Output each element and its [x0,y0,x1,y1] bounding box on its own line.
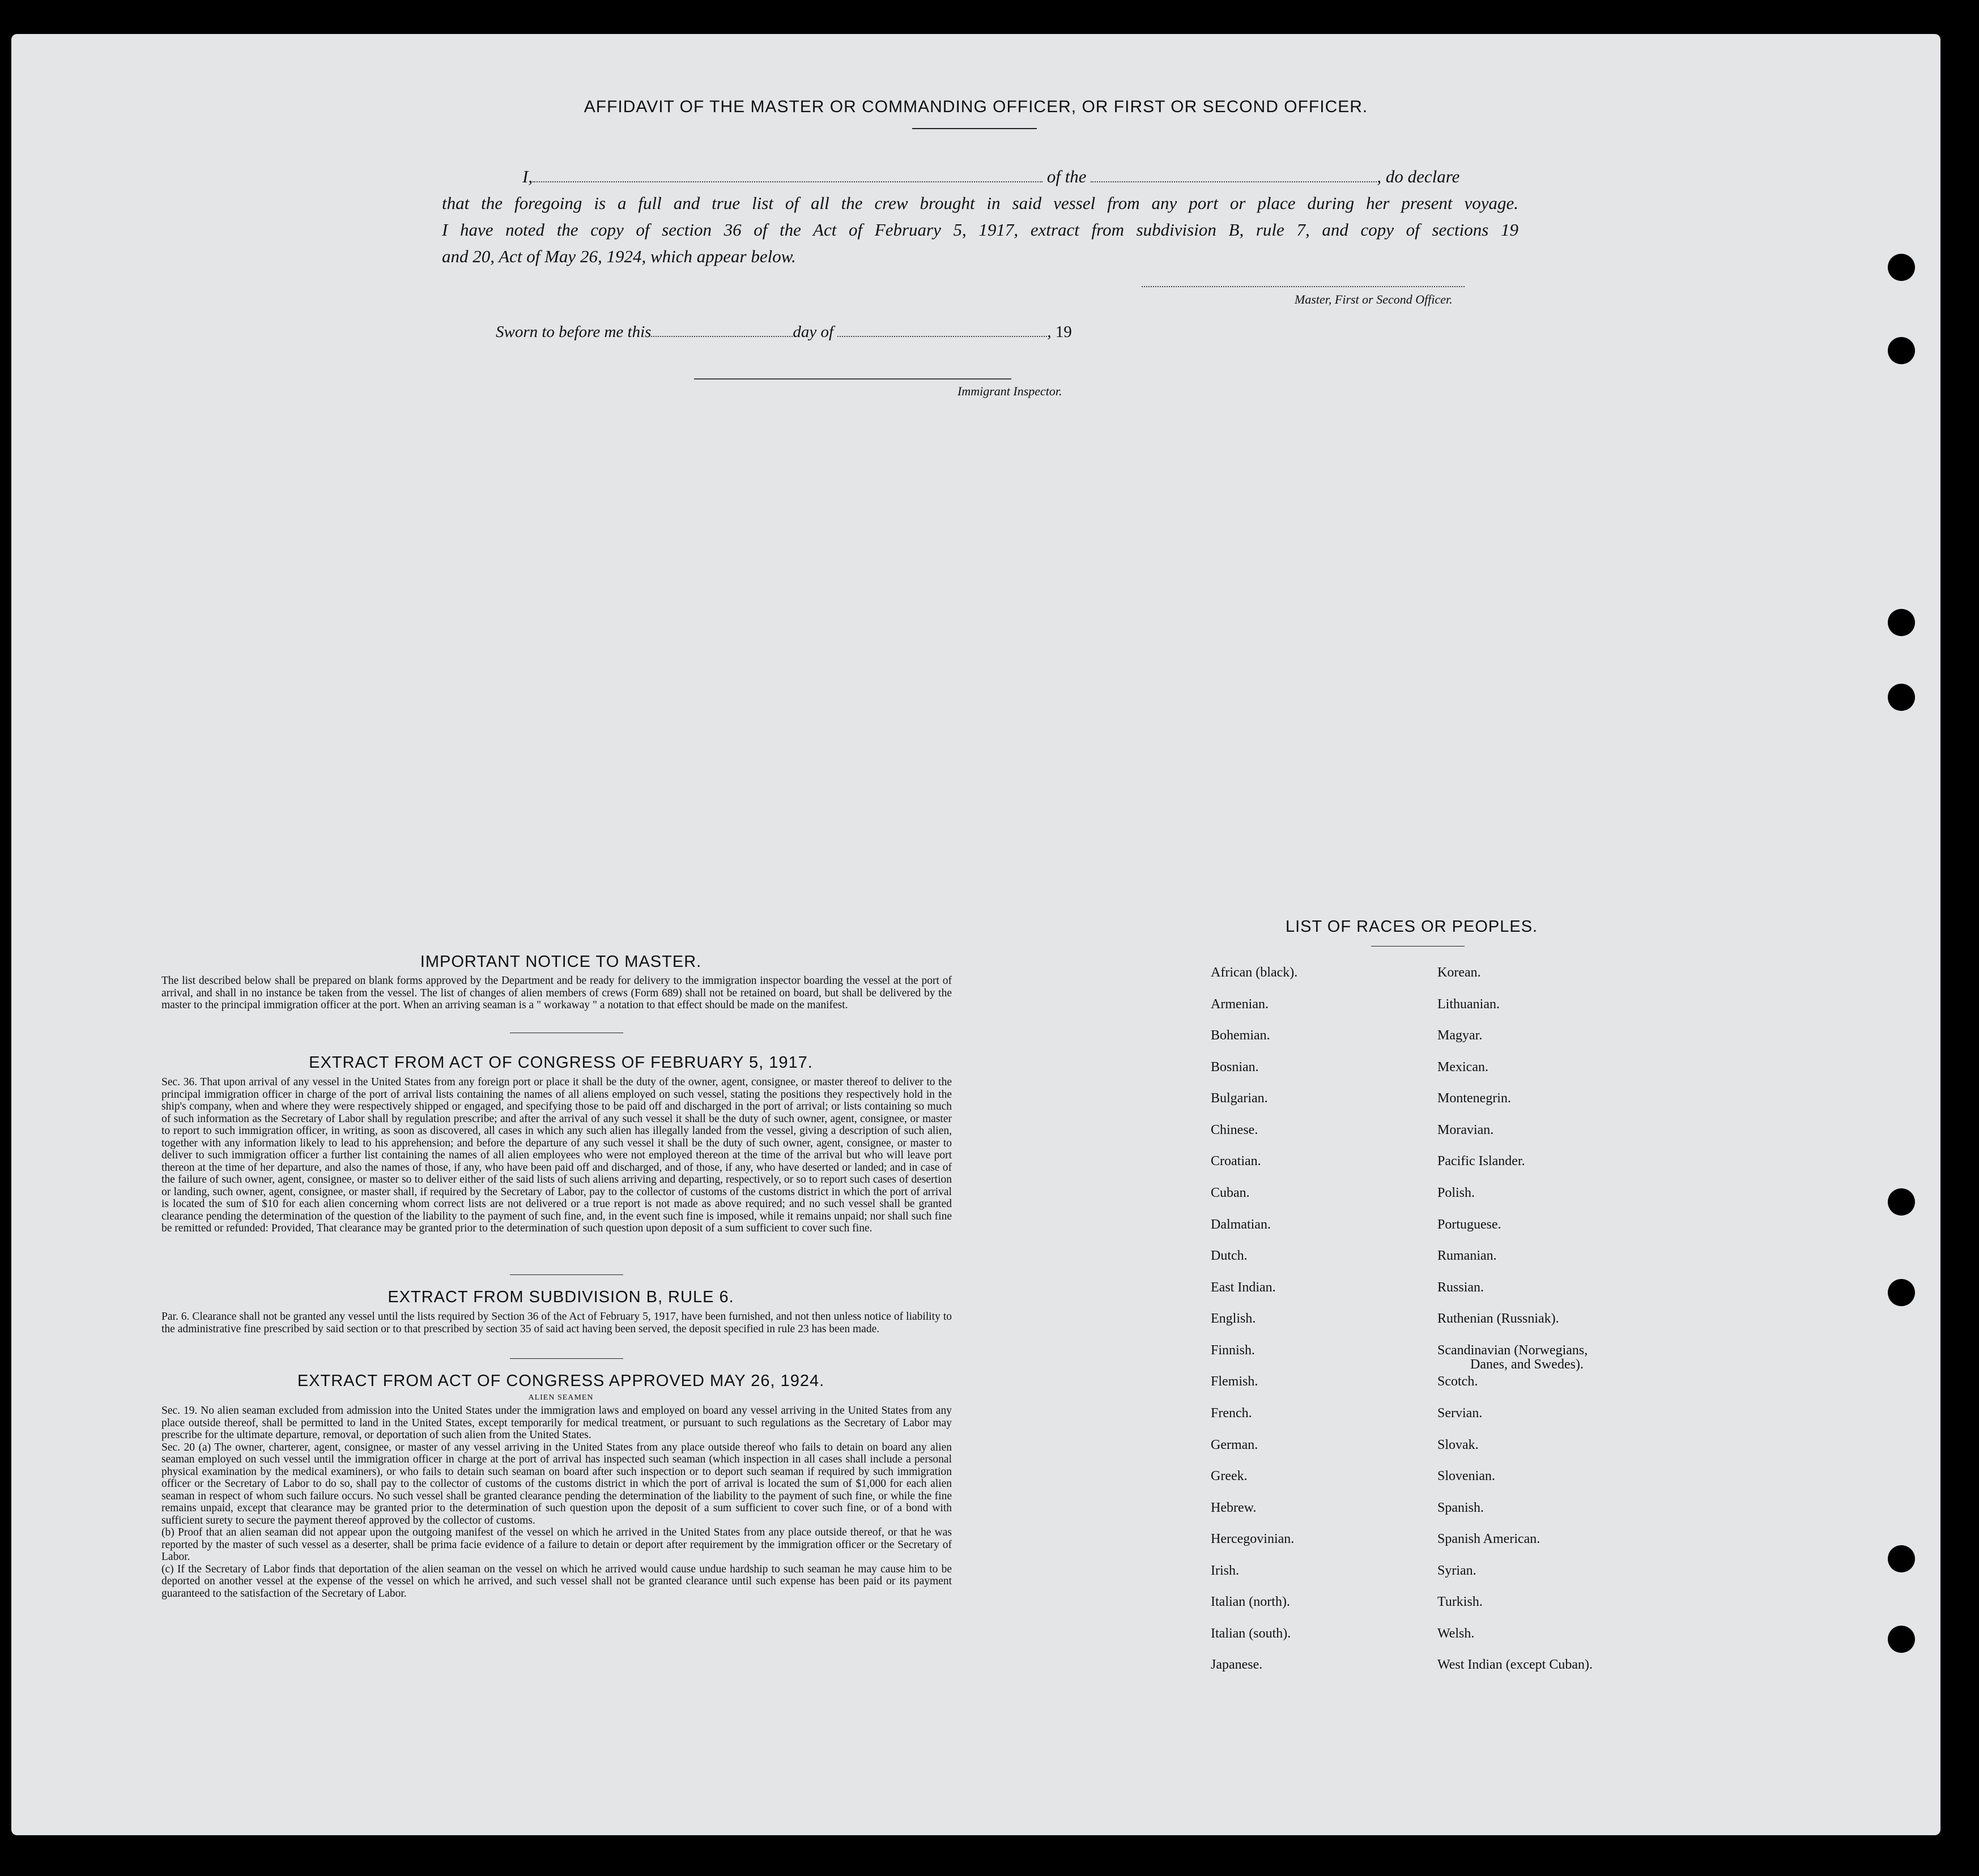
race-item: Finnish. [1211,1343,1256,1358]
race-item: Spanish. [1437,1500,1484,1515]
notice-text: The list described below shall be prepared on blank forms approved by the Department and be ready for delivery to the immigration inspector boarding the vessel at the port of arrival, and shall in no instance be taken from the vessel. The list of changes of alien members of crews (Form 689) shall not be retained on board, but shall be delivered by the master to the principal immigration officer at the port. When an arriving seaman is a " workaway " a notation to that effect should be made on the manifest. [161,975,952,1011]
master-signature-line [1142,286,1465,287]
race-item: Dutch. [1211,1248,1248,1263]
binder-hole [1888,1545,1915,1572]
race-item: Japanese. [1211,1657,1263,1672]
binder-hole [1888,1279,1915,1306]
inspector-signature-line [694,378,1011,380]
sworn-day-of: day of [793,323,834,341]
decl-i: I, [522,167,533,186]
sec-20c-text: (c) If the Secretary of Labor finds that deportation of the alien seaman on the vessel on which he arrived would cause undue hardship to such seaman he may cause him to be deported on another vessel at the expense of the vessel on which he arrived, and such vessel shall not be granted clearance until such expense has been paid or its payment guaranteed to the satisfaction of the Secretary of Labor. [161,1563,952,1600]
race-item: Spanish American. [1437,1532,1540,1546]
extract-1924-body [161,1405,952,1600]
extract-rule-text: Par. 6. Clearance shall not be granted any vessel until the lists required by Section 36 of the Act of February 5, 1917, have been furnished, and not then unless notice of liability to the administrative fine prescribed by said section or to that prescribed by section 35 of said act having been served, the deposit specified in rule 23 has been made. [161,1311,952,1335]
race-item: Lithuanian. [1437,997,1500,1012]
extract-1924-title: EXTRACT FROM ACT OF CONGRESS APPROVED MAY 26, 1924. [297,1372,825,1390]
sec-19-text: Sec. 19. No alien seaman excluded from admission into the United States under the immigration laws and employed on board any vessel arriving in the United States from any place outside thereof, shall be permitted to land in the United States, except temporarily for medical treatment, or pursuant to such regulations as the Secretary of Labor may prescribe for the ultimate departure, removal, or deportation of such alien from the United States. [161,1405,952,1441]
race-item: German. [1211,1438,1258,1452]
binder-hole [1888,609,1915,636]
race-item: Greek. [1211,1469,1248,1483]
sworn-year: , 19 [1047,323,1072,341]
race-item: English. [1211,1311,1256,1326]
sworn-day-blank [651,336,793,337]
race-item: French. [1211,1406,1252,1421]
divider [510,1274,623,1275]
race-item: Korean. [1437,965,1481,980]
race-item: Turkish. [1437,1594,1483,1609]
race-item-continuation: Danes, and Swedes). [1470,1357,1584,1372]
name-blank [533,181,1042,182]
declaration-line-4: and 20, Act of May 26, 1924, which appear below. [442,246,796,266]
declaration-line-1 [442,163,1518,190]
extract-1917-title: EXTRACT FROM ACT OF CONGRESS OF FEBRUARY 5, 1917. [309,1054,813,1072]
divider [510,1358,623,1359]
race-item: Scandinavian (Norwegians, [1437,1343,1588,1358]
races-title: LIST OF RACES OR PEOPLES. [1286,918,1538,936]
race-item: Russian. [1437,1280,1484,1295]
binder-hole [1888,337,1915,364]
extract-rule-title: EXTRACT FROM SUBDIVISION B, RULE 6. [388,1288,734,1306]
affidavit-title: AFFIDAVIT OF THE MASTER OR COMMANDING OFFICER, OR FIRST OR SECOND OFFICER. [584,97,1368,116]
document-page [11,34,1940,1835]
binder-hole [1888,254,1915,281]
race-item: Cuban. [1211,1186,1250,1200]
race-item: Scotch. [1437,1374,1478,1389]
race-item: African (black). [1211,965,1298,980]
race-item: Hercegovinian. [1211,1532,1295,1546]
race-item: Italian (north). [1211,1594,1290,1609]
race-item: Armenian. [1211,997,1269,1012]
race-item: Magyar. [1437,1028,1483,1043]
race-item: Ruthenian (Russniak). [1437,1311,1559,1326]
race-item: Welsh. [1437,1626,1475,1641]
race-item: Slovak. [1437,1438,1479,1452]
race-item: Montenegrin. [1437,1091,1511,1106]
sworn-line [496,323,1072,342]
race-item: Dalmatian. [1211,1217,1271,1232]
race-item: Mexican. [1437,1060,1488,1075]
race-item: Croatian. [1211,1154,1261,1169]
race-item: Bosnian. [1211,1060,1259,1075]
sworn-month-blank [837,336,1047,337]
sec-20a-text: Sec. 20 (a) The owner, charterer, agent, consignee, or master of any vessel arriving in the United States from any place outside thereof who fails to detain on board any alien seaman employed on such vessel until the immigration officer in charge at the port of arrival has inspected such seaman (which inspection in all cases shall include a personal physical examination by the medical examiners), or who fails to detain such seaman on board after such inspection or to deport such seaman if required by such immigration officer or the Secretary of Labor to do so, shall pay to the collector of customs of the customs district in which the port of arrival is located the sum of $1,000 for each alien seaman in respect of whom such failure occurs. No such vessel shall be granted clearance pending the determination of the liability to the payment of such fine, or while the fine remains unpaid, except that clearance may be granted prior to the determination of such question upon the deposit of a sum sufficient to cover such fine, or of a bond with sufficient surety to secure the payment thereof approved by the collector of customs. [161,1441,952,1527]
race-item: Italian (south). [1211,1626,1291,1641]
declaration-line-3: I have noted the copy of section 36 of the Act of February 5, 1917, extract from subdivision B, rule 7, and copy of sections 19 [442,220,1518,240]
notice-title: IMPORTANT NOTICE TO MASTER. [420,953,702,971]
master-signature-label: Master, First or Second Officer. [1295,292,1453,306]
race-item: Rumanian. [1437,1248,1497,1263]
decl-of-the: of the [1046,167,1087,186]
race-item: Slovenian. [1437,1469,1495,1483]
binder-hole [1888,1188,1915,1216]
race-item: Polish. [1437,1186,1475,1200]
sec-20b-text: (b) Proof that an alien seaman did not appear upon the outgoing manifest of the vessel on which he arrived in the United States from any place outside thereof, or that he was reported by the master of such vessel as a deserter, shall be prima facie evidence of a failure to detain or deport after requirement by the immigration officer or the Secretary of Labor. [161,1527,952,1563]
vessel-blank [1091,181,1377,182]
race-item: East Indian. [1211,1280,1276,1295]
binder-hole [1888,684,1915,711]
extract-1924-subtitle: ALIEN SEAMEN [528,1393,594,1402]
race-item: Portuguese. [1437,1217,1501,1232]
race-item: West Indian (except Cuban). [1437,1657,1593,1672]
race-item: Irish. [1211,1563,1239,1578]
declaration-line-2: that the foregoing is a full and true list of all the crew brought in said vessel from any port or place during her present voyage. [442,193,1518,213]
race-item: Syrian. [1437,1563,1476,1578]
binder-hole [1888,1626,1915,1653]
race-item: Bulgarian. [1211,1091,1268,1106]
decl-do-declare: , do declare [1377,167,1460,186]
sworn-prefix: Sworn to before me this [496,323,652,341]
inspector-label: Immigrant Inspector. [957,384,1062,398]
title-underline [912,128,1037,129]
extract-1917-text: Sec. 36. That upon arrival of any vessel in the United States from any foreign port or place it shall be the duty of the owner, agent, consignee, or master thereof to deliver to the principal immigration officer in charge of the port of arrival lists containing the names of all aliens employed on such vessel, stating the positions they respectively hold in the ship's company, when and where they were respectively shipped or engaged, and specifying those to be paid off and discharged in the port of arrival; or lists containing so much of such information as the Secretary of Labor shall by regulation prescribe; and after the arrival of any such vessel it shall be the duty of such owner, agent, consignee, or master to report to such immigration officer, in writing, as soon as discovered, all cases in which any such alien has illegally landed from the vessel, giving a description of such alien, together with any information likely to lead to his apprehension; and before the departure of any such vessel it shall be the duty of such owner, agent, consignee, or master to deliver to such immigration officer a further list containing the names of all alien employees who were not employed thereon at the time of the arrival but who will leave port thereon at the time of her departure, and also the names of those, if any, who have been paid off and discharged, and of those, if any, who have deserted or landed; and in case of the failure of such owner, agent, consignee, or master so to deliver either of the said lists of such aliens arriving and departing, respectively, or so to report such cases of desertion or landing, such owner, agent, consignee, or master shall, if required by the Secretary of Labor, pay to the collector of customs of the customs district in which the port of arrival is located the sum of $10 for each alien concerning whom correct lists are not delivered or a true report is not made as above required; and no such vessel shall be granted clearance pending the determination of the question of the liability to the payment of such fine, and, in the event such fine is imposed, while it remains unpaid; nor shall such fine be remitted or refunded: Provided, That clearance may be granted prior to the determination of such question upon deposit of a sum sufficient to cover such fine. [161,1076,952,1234]
race-item: Bohemian. [1211,1028,1270,1043]
race-item: Servian. [1437,1406,1483,1421]
race-item: Hebrew. [1211,1500,1257,1515]
race-item: Pacific Islander. [1437,1154,1525,1169]
race-item: Moravian. [1437,1123,1494,1137]
race-item: Flemish. [1211,1374,1258,1389]
race-item: Chinese. [1211,1123,1258,1137]
